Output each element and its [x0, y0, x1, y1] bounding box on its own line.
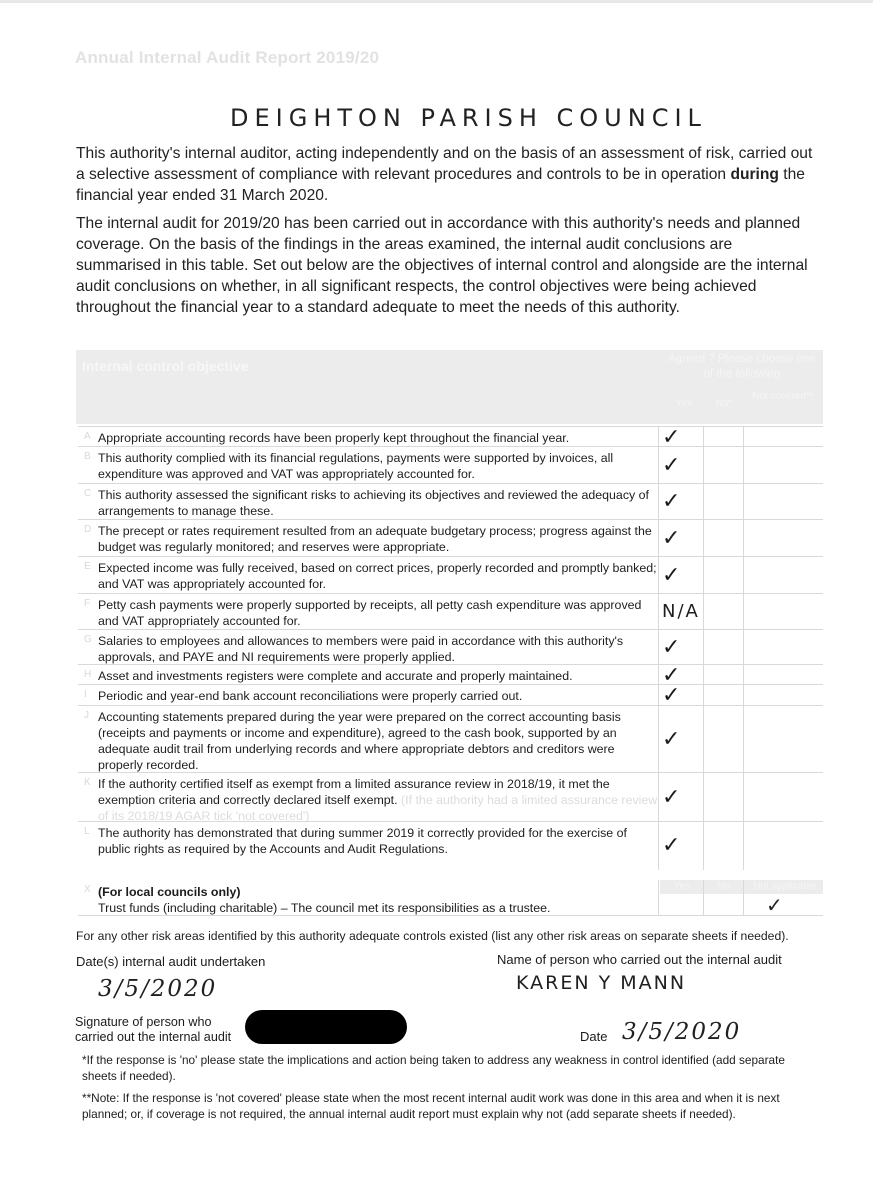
trust-column-divider — [743, 880, 744, 915]
tick-mark: ✓ — [662, 452, 681, 478]
trust-header-yes: Yes — [673, 881, 691, 892]
column-divider — [658, 594, 659, 630]
column-divider — [703, 822, 704, 870]
column-divider — [743, 773, 744, 822]
tick-mark: ✓ — [662, 525, 681, 551]
intro-bold: during — [730, 166, 779, 183]
header-no: No* — [715, 398, 733, 409]
table-row — [78, 772, 823, 822]
council-name-handwritten: DEIGHTON PARISH COUNCIL — [230, 104, 707, 132]
column-divider — [743, 520, 744, 557]
date2-label: Date — [580, 1029, 608, 1044]
scan-edge — [0, 0, 873, 3]
column-divider — [703, 706, 704, 773]
column-divider — [658, 447, 659, 484]
redacted-signature — [245, 1010, 407, 1044]
auditor-name-label: Name of person who carried out the internal audit — [497, 952, 782, 967]
row-objective-main: The precept or rates requirement resulted from an adequate budgetary process; progress against the budget was regularly monitored; and reserves were appropriate. — [98, 524, 652, 554]
column-divider — [703, 520, 704, 557]
note-no-response: *If the response is 'no' please state the implications and action being taken to address any weakness in control identified (add separate sheets if needed). — [82, 1053, 785, 1083]
table-row — [78, 629, 823, 665]
column-divider — [703, 447, 704, 484]
row-letter: B — [84, 451, 91, 462]
row-letter: F — [84, 598, 91, 609]
column-divider — [743, 685, 744, 706]
tick-mark: ✓ — [662, 425, 681, 450]
intro-pre: This authority's internal auditor, acting independently and on the basis of an assessment of risk, carried out a selective assessment of compliance with relevant procedures and controls to be in operation — [76, 145, 813, 183]
row-objective-text — [98, 668, 658, 684]
row-objective-main: Accounting statements prepared during the year were prepared on the correct accounting basis (receipts and payments or income and expenditure), agreed to the cash book, supported by an adequate audit trail from underlying records and where appropriate debtors and creditors were properly recorded. — [98, 710, 621, 772]
column-divider — [703, 557, 704, 594]
na-mark: N/A — [662, 601, 700, 622]
row-objective-text — [98, 633, 658, 665]
column-divider — [743, 447, 744, 484]
column-divider — [703, 594, 704, 630]
column-divider — [743, 630, 744, 665]
row-letter: J — [84, 710, 89, 721]
signature-label-line2: carried out the internal audit — [75, 1030, 232, 1044]
trust-header-na: Not applicable — [753, 881, 817, 892]
trust-column-divider — [703, 880, 704, 915]
column-divider — [703, 630, 704, 665]
report-title: Annual Internal Audit Report 2019/20 — [75, 48, 380, 67]
tick-mark: ✓ — [662, 784, 681, 810]
row-objective-text — [98, 825, 658, 857]
column-divider — [743, 557, 744, 594]
row-objective-main: The authority has demonstrated that during summer 2019 it correctly provided for the exercise of public rights as required by the Accounts and Audit Regulations. — [98, 826, 627, 856]
row-objective-text — [98, 523, 658, 555]
column-divider — [658, 665, 659, 685]
tick-mark: ✓ — [662, 562, 681, 588]
table-row — [78, 821, 823, 870]
column-divider — [743, 594, 744, 630]
column-divider — [703, 427, 704, 447]
tick-mark: ✓ — [662, 726, 681, 752]
trust-text: Trust funds (including charitable) – The council met its responsibilities as a trustee. — [98, 901, 551, 915]
row-objective-main: Salaries to employees and allowances to members were paid in accordance with this authority's approvals, and PAYE and NI requirements were properly applied. — [98, 634, 624, 664]
column-divider — [658, 773, 659, 822]
row-objective-main: This authority complied with its financial regulations, payments were supported by invoices, all expenditure was approved and VAT was appropriately accounted for. — [98, 451, 614, 481]
column-divider — [658, 427, 659, 447]
column-divider — [703, 685, 704, 706]
header-yes: Yes — [675, 398, 693, 409]
signature-label-line1: Signature of person who — [75, 1015, 212, 1029]
date-value: 3/5/2020 — [98, 976, 218, 1002]
row-objective-main: Expected income was fully received, based on correct prices, properly recorded and promptly banked; and VAT was appropriately accounted for. — [98, 561, 657, 591]
tick-mark: ✓ — [662, 683, 681, 708]
header-objective: Internal control objective — [82, 358, 249, 374]
date-label: Date(s) internal audit undertaken — [76, 954, 266, 969]
trust-column-divider — [658, 880, 659, 915]
row-objective-main: Periodic and year-end bank account reconciliations were properly carried out. — [98, 689, 523, 703]
row-letter: K — [84, 777, 91, 788]
note-not-covered: **Note: If the response is 'not covered' please state when the most recent internal audit work was done in this area and when it is next planned; or, if coverage is not required, the annual internal audit report must explain why not (add separate sheets if needed). — [82, 1091, 780, 1121]
column-divider — [658, 484, 659, 520]
trust-bottom-border — [78, 915, 823, 916]
trust-title: (For local councils only) — [98, 885, 241, 899]
table-row — [78, 519, 823, 557]
row-letter: E — [84, 561, 91, 572]
table-row — [78, 483, 823, 520]
column-divider — [658, 557, 659, 594]
other-risks-text: For any other risk areas identified by this authority adequate controls existed (list any other risk areas on separate sheets if needed). — [76, 929, 789, 943]
column-divider — [743, 484, 744, 520]
column-divider — [743, 665, 744, 685]
row-letter: A — [84, 431, 91, 442]
tick-mark: ✓ — [662, 663, 681, 688]
trust-header-no: No — [717, 881, 731, 892]
row-letter: H — [84, 669, 92, 680]
table-row — [78, 556, 823, 594]
column-divider — [658, 630, 659, 665]
header-not-covered: Not covered** — [752, 391, 814, 402]
trust-tick: ✓ — [766, 895, 783, 917]
row-letter: D — [84, 524, 92, 535]
date2-value: 3/5/2020 — [622, 1019, 742, 1045]
row-objective-text — [98, 560, 658, 592]
row-objective-main: This authority assessed the significant risks to achieving its objectives and reviewed the adequacy of arrangements to manage these. — [98, 488, 649, 518]
column-divider — [743, 706, 744, 773]
column-divider — [658, 822, 659, 870]
row-letter: L — [84, 826, 90, 837]
header-agreed: Agreed ? Please choose one of the following — [668, 353, 816, 380]
auditor-name-value: KAREN Y MANN — [516, 972, 687, 994]
row-objective-text — [98, 597, 658, 629]
row-objective-text — [98, 688, 658, 704]
row-letter: I — [84, 689, 87, 700]
column-divider — [703, 773, 704, 822]
table-row — [78, 446, 823, 484]
row-objective-main: If the authority certified itself as exempt from a limited assurance review in 2018/19, it met the exemption criteria and correctly declared itself exempt. — [98, 777, 610, 807]
row-objective-main: Asset and investments registers were complete and accurate and properly maintained. — [98, 669, 573, 683]
intro-paragraph — [76, 143, 821, 206]
row-objective-main: Appropriate accounting records have been properly kept throughout the financial year. — [98, 431, 570, 445]
row-objective-text — [98, 487, 658, 519]
column-divider — [703, 665, 704, 685]
row-objective-text — [98, 709, 658, 773]
column-divider — [658, 706, 659, 773]
column-divider — [703, 484, 704, 520]
row-objective-main: Petty cash payments were properly supported by receipts, all petty cash expenditure was approved and VAT appropriately accounted for. — [98, 598, 642, 628]
table-row — [78, 684, 823, 706]
table-row — [78, 705, 823, 773]
row-objective-text — [98, 430, 658, 446]
row-letter: G — [84, 634, 92, 645]
tick-mark: ✓ — [662, 489, 681, 514]
column-divider — [743, 427, 744, 447]
column-divider — [658, 685, 659, 706]
trust-letter: X — [84, 884, 91, 895]
table-row — [78, 425, 823, 450]
row-objective-faint-note: (If the authority had a limited assurance review of its 2018/19 AGAR tick 'not covered') — [98, 793, 658, 823]
tick-mark: ✓ — [662, 634, 681, 660]
row-objective-text — [98, 450, 658, 482]
row-objective-text — [98, 776, 658, 824]
table-row — [78, 593, 823, 630]
column-divider — [743, 822, 744, 870]
tick-mark: ✓ — [662, 833, 681, 858]
audit-paragraph: The internal audit for 2019/20 has been carried out in accordance with this authority's needs and planned coverage. On the basis of the findings in the areas examined, the internal audit conclusions are summarised in this table. Set out below are the objectives of internal control and alongside are the internal audit conclusions on whether, in all significant respects, the control objectives were being achieved throughout the financial year to a standard adequate to meet the needs of this authority. — [76, 215, 808, 316]
column-divider — [658, 520, 659, 557]
table-row — [78, 663, 823, 688]
intro-post: the financial year ended 31 March 2020. — [76, 166, 805, 204]
row-letter: C — [84, 488, 92, 499]
